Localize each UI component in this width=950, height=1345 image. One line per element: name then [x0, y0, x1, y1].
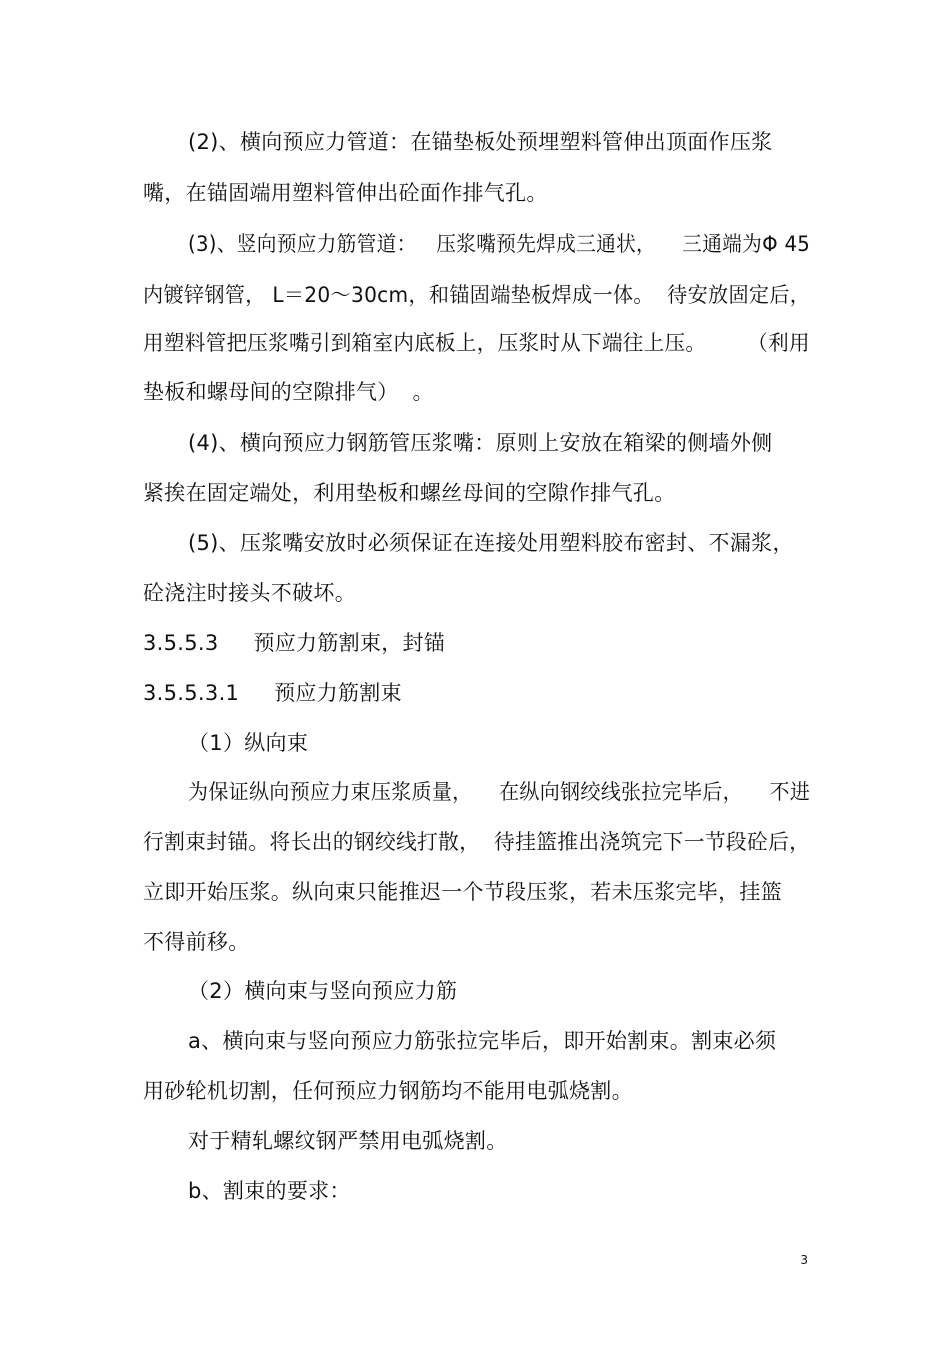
- paragraph-line: 不得前移。: [143, 930, 250, 954]
- paragraph-line: (5)、压浆嘴安放时必须保证在连接处用塑料胶布密封、不漏浆，: [188, 531, 794, 555]
- paragraph-line: a、横向束与竖向预应力筋张拉完毕后，即开始割束。割束必须: [188, 1029, 777, 1053]
- paragraph-line: 紧挨在固定端处，利用垫板和螺丝母间的空隙作排气孔。: [143, 481, 676, 505]
- paragraph-line: (2)、横向预应力管道：在锚垫板处预埋塑料管伸出顶面作压浆: [188, 130, 773, 154]
- page-number: 3: [800, 1253, 808, 1267]
- item-heading: （1）纵向束: [188, 731, 309, 755]
- paragraph-line: (3)、竖向预应力筋管道： 压浆嘴预先焊成三通状， 三通端为Φ 45: [188, 232, 811, 256]
- paragraph-line: 内镀锌钢管， L＝20～30cm，和锚固端垫板焊成一体。 待安放固定后，: [143, 283, 811, 307]
- paragraph-line: 行割束封锚。将长出的钢绞线打散， 待挂篮推出浇筑完下一节段砼后，: [143, 830, 811, 854]
- paragraph-line: b、割束的要求：: [188, 1179, 351, 1203]
- section-heading: 3.5.5.3 预应力筋割束，封锚: [143, 631, 446, 655]
- paragraph-line: 用塑料管把压浆嘴引到箱室内底板上，压浆时从下端往上压。 （利用: [143, 331, 810, 355]
- paragraph-line: 嘴，在锚固端用塑料管伸出砼面作排气孔。: [143, 181, 548, 205]
- paragraph-line: 为保证纵向预应力束压浆质量， 在纵向钢绞线张拉完毕后， 不进: [188, 780, 811, 804]
- paragraph-line: 垫板和螺母间的空隙排气） 。: [143, 380, 434, 404]
- subsection-heading: 3.5.5.3.1 预应力筋割束: [143, 681, 402, 705]
- item-heading: （2）横向束与竖向预应力筋: [188, 979, 458, 1003]
- paragraph-line: 对于精轧螺纹钢严禁用电弧烧割。: [188, 1129, 508, 1153]
- paragraph-line: 用砂轮机切割，任何预应力钢筋均不能用电弧烧割。: [143, 1079, 633, 1103]
- paragraph-line: (4)、横向预应力钢筋管压浆嘴：原则上安放在箱梁的侧墙外侧: [188, 431, 773, 455]
- paragraph-line: 立即开始压浆。纵向束只能推迟一个节段压浆，若未压浆完毕，挂篮: [143, 880, 782, 904]
- paragraph-line: 砼浇注时接头不破坏。: [143, 581, 356, 605]
